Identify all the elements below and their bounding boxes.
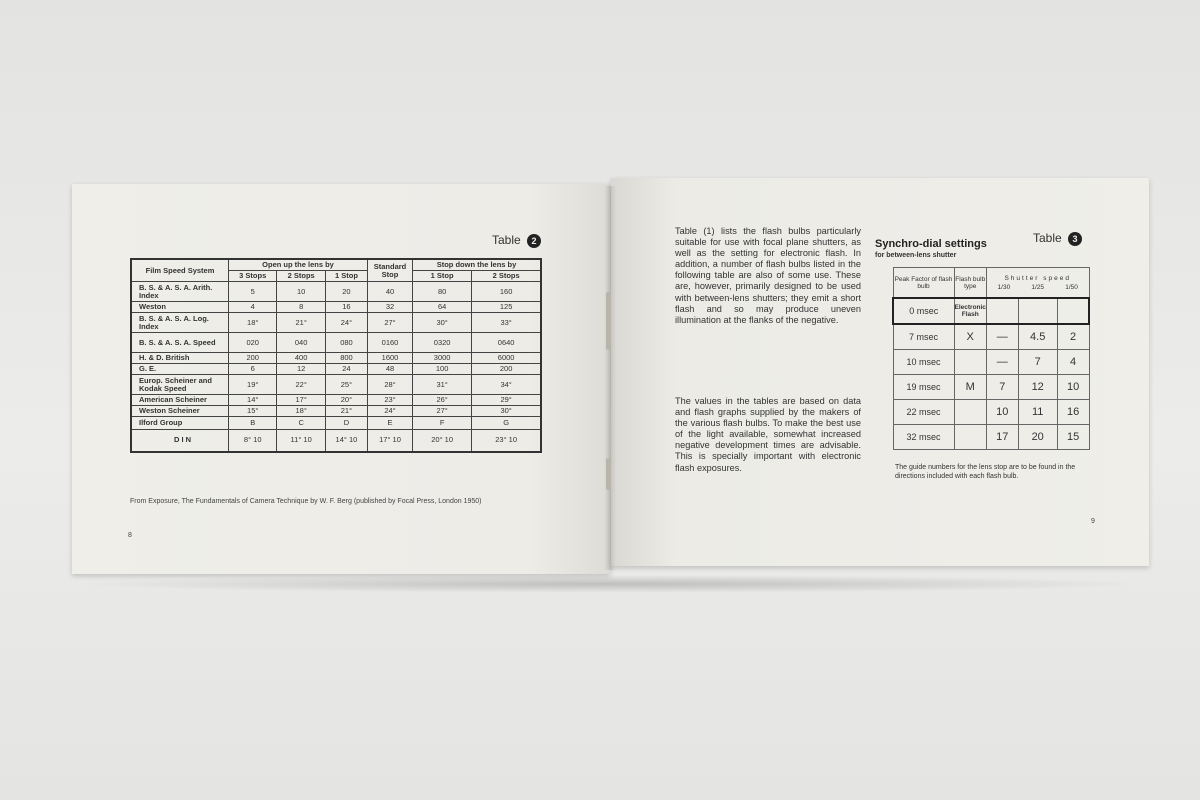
type-cell (954, 425, 986, 450)
table-row (131, 395, 541, 406)
cell: 16 (325, 302, 367, 313)
peak-cell: 10 msec (893, 350, 954, 375)
type-cell (954, 400, 986, 425)
row-label: G. E. (131, 364, 229, 375)
cell: 125 (472, 302, 541, 313)
header-shutter-speed-group (986, 268, 1089, 299)
speed-labels (987, 284, 1089, 291)
guide-number-note: The guide numbers for the lens stop are to be found in the directions included with each flash bulb. (895, 464, 1076, 480)
cell: 15° (229, 406, 277, 417)
cell: 10 (986, 400, 1018, 425)
row-label: Weston Scheiner (131, 406, 229, 417)
cell (986, 298, 1018, 324)
cell: 31° (413, 375, 472, 395)
cell: 24° (368, 406, 413, 417)
cell (1018, 298, 1057, 324)
cell: 18° (229, 313, 277, 333)
row-label: B. S. & A. S. A. Arith. Index (131, 282, 229, 302)
cell: 11° 10 (277, 430, 325, 452)
cell: 27° (413, 406, 472, 417)
row-label: American Scheiner (131, 395, 229, 406)
row-label: Ilford Group (131, 417, 229, 430)
table-row (893, 375, 1089, 400)
header-shutter-speed: Shutter speed (1004, 274, 1071, 282)
header-flash-type: Flash bulb type (954, 268, 986, 299)
table-row (893, 324, 1089, 350)
header-open-up: Open up the lens by (229, 259, 368, 271)
cell (1057, 298, 1089, 324)
staple-bottom (606, 458, 611, 490)
cell: 0160 (368, 333, 413, 353)
film-speed-table (130, 258, 542, 453)
cell: 15 (1057, 425, 1089, 450)
cell: 22° (277, 375, 325, 395)
table-3-number: 3 (1068, 232, 1082, 246)
cell: 3000 (413, 353, 472, 364)
table-2-heading (492, 233, 541, 248)
cell: 800 (325, 353, 367, 364)
table-row (131, 417, 541, 430)
cell: 12 (1018, 375, 1057, 400)
cell: 32 (368, 302, 413, 313)
cell: 23° 10 (472, 430, 541, 452)
cell: 7 (1018, 350, 1057, 375)
cell: 4 (1057, 350, 1089, 375)
cell: 21° (277, 313, 325, 333)
table-row (131, 353, 541, 364)
header-film-speed-system: Film Speed System (131, 259, 229, 282)
cell: 23° (368, 395, 413, 406)
cell: 0320 (413, 333, 472, 353)
synchro-subtitle: for between-lens shutter (875, 252, 957, 259)
table-row (131, 406, 541, 417)
peak-cell: 0 msec (893, 298, 954, 324)
cell: 17° 10 (368, 430, 413, 452)
page-number-left: 8 (128, 532, 132, 539)
cell: 40 (368, 282, 413, 302)
cell: 17 (986, 425, 1018, 450)
table-row (131, 282, 541, 302)
header-peak-factor: Peak Factor of flash bulb (893, 268, 954, 299)
cell: 4 (229, 302, 277, 313)
synchro-title: Synchro-dial settings (875, 238, 987, 250)
cell: C (277, 417, 325, 430)
booklet-spine (604, 186, 616, 570)
cell: 200 (229, 353, 277, 364)
cell: 33° (472, 313, 541, 333)
cell: 28° (368, 375, 413, 395)
cell: 2 (1057, 324, 1089, 350)
cell: 11 (1018, 400, 1057, 425)
header-standard-stop: Standard Stop (368, 259, 413, 282)
cell: 0640 (472, 333, 541, 353)
cell: 30° (413, 313, 472, 333)
speed-3: 1/50 (1065, 283, 1078, 291)
table-row (131, 364, 541, 375)
left-page (72, 184, 610, 574)
cell: 29° (472, 395, 541, 406)
table-row (893, 400, 1089, 425)
cell: 24° (325, 313, 367, 333)
cell: 21° (325, 406, 367, 417)
table-3-heading (1033, 231, 1082, 246)
cell: 040 (277, 333, 325, 353)
cell: 34° (472, 375, 541, 395)
cell: 20 (325, 282, 367, 302)
cell: 20 (1018, 425, 1057, 450)
cell: 48 (368, 364, 413, 375)
booklet-shadow (70, 575, 1150, 593)
row-label: D I N (131, 430, 229, 452)
right-page (611, 178, 1149, 566)
cell: — (986, 350, 1018, 375)
table-row (893, 425, 1089, 450)
cell: 020 (229, 333, 277, 353)
subheader-open-3: 3 Stops (229, 271, 277, 282)
cell: E (368, 417, 413, 430)
table-2-label: Table (492, 233, 521, 247)
cell: D (325, 417, 367, 430)
speed-2: 1/25 (1031, 283, 1045, 291)
staple-top (606, 292, 611, 350)
cell: 24 (325, 364, 367, 375)
cell: 10 (1057, 375, 1089, 400)
cell: 6000 (472, 353, 541, 364)
cell: 8° 10 (229, 430, 277, 452)
cell: F (413, 417, 472, 430)
cell: 080 (325, 333, 367, 353)
cell: 4.5 (1018, 324, 1057, 350)
cell: 26° (413, 395, 472, 406)
cell: 8 (277, 302, 325, 313)
page-number-right: 9 (1091, 518, 1095, 525)
cell: 200 (472, 364, 541, 375)
cell: 25° (325, 375, 367, 395)
type-cell (954, 350, 986, 375)
table-3-label: Table (1033, 231, 1062, 245)
cell: — (986, 324, 1018, 350)
cell: 14° (229, 395, 277, 406)
paragraph-flash-bulbs: Table (1) lists the flash bulbs particularly suitable for use with focal plane shutters, as well as the setting for electronic flash. In addition, a number of flash bulbs listed in the following table are also of some use. These are, however, primarily designed to be used with between-lens shutters; they emit a short flash and so may produce uneven illumination at the flanks of the negative. (675, 226, 861, 325)
subheader-down-2: 2 Stops (472, 271, 541, 282)
table-2-number: 2 (527, 234, 541, 248)
cell: 5 (229, 282, 277, 302)
header-stop-down: Stop down the lens by (413, 259, 541, 271)
table-row (131, 430, 541, 452)
cell: 7 (986, 375, 1018, 400)
cell: 64 (413, 302, 472, 313)
peak-cell: 7 msec (893, 324, 954, 350)
row-label: B. S. & A. S. A. Speed (131, 333, 229, 353)
cell: 100 (413, 364, 472, 375)
row-label: B. S. & A. S. A. Log. Index (131, 313, 229, 333)
synchro-dial-table (892, 267, 1090, 450)
cell: 400 (277, 353, 325, 364)
cell: 20° (325, 395, 367, 406)
table-row (131, 313, 541, 333)
cell: G (472, 417, 541, 430)
speed-1: 1/30 (997, 283, 1011, 291)
table-row (893, 350, 1089, 375)
paragraph-table-values: The values in the tables are based on data and flash graphs supplied by the makers of the various flash bulbs. To make the best use of the light available, somewhat increased negative development times are advisable. This is specially important with electronic flash exposures. (675, 396, 861, 473)
table-row (131, 302, 541, 313)
cell: 10 (277, 282, 325, 302)
cell: 160 (472, 282, 541, 302)
peak-cell: 32 msec (893, 425, 954, 450)
table-row (131, 333, 541, 353)
row-label: Weston (131, 302, 229, 313)
peak-cell: 22 msec (893, 400, 954, 425)
cell: 80 (413, 282, 472, 302)
table-row (893, 298, 1089, 324)
table-row (131, 375, 541, 395)
cell: 30° (472, 406, 541, 417)
table-2-caption: From Exposure, The Fundamentals of Camera Technique by W. F. Berg (published by Focal Press, London 1950) (130, 498, 482, 505)
cell: 1600 (368, 353, 413, 364)
cell: 18° (277, 406, 325, 417)
cell: 27° (368, 313, 413, 333)
cell: 17° (277, 395, 325, 406)
cell: 20° 10 (413, 430, 472, 452)
subheader-down-1: 1 Stop (413, 271, 472, 282)
subheader-open-2: 2 Stops (277, 271, 325, 282)
cell: 16 (1057, 400, 1089, 425)
row-label: Europ. Scheiner and Kodak Speed (131, 375, 229, 395)
row-label: H. & D. British (131, 353, 229, 364)
cell: 12 (277, 364, 325, 375)
cell: 19° (229, 375, 277, 395)
cell: 14° 10 (325, 430, 367, 452)
type-cell: M (954, 375, 986, 400)
type-cell: X (954, 324, 986, 350)
peak-cell: 19 msec (893, 375, 954, 400)
cell: B (229, 417, 277, 430)
subheader-open-1: 1 Stop (325, 271, 367, 282)
type-cell: Electronic Flash (954, 298, 986, 324)
cell: 6 (229, 364, 277, 375)
